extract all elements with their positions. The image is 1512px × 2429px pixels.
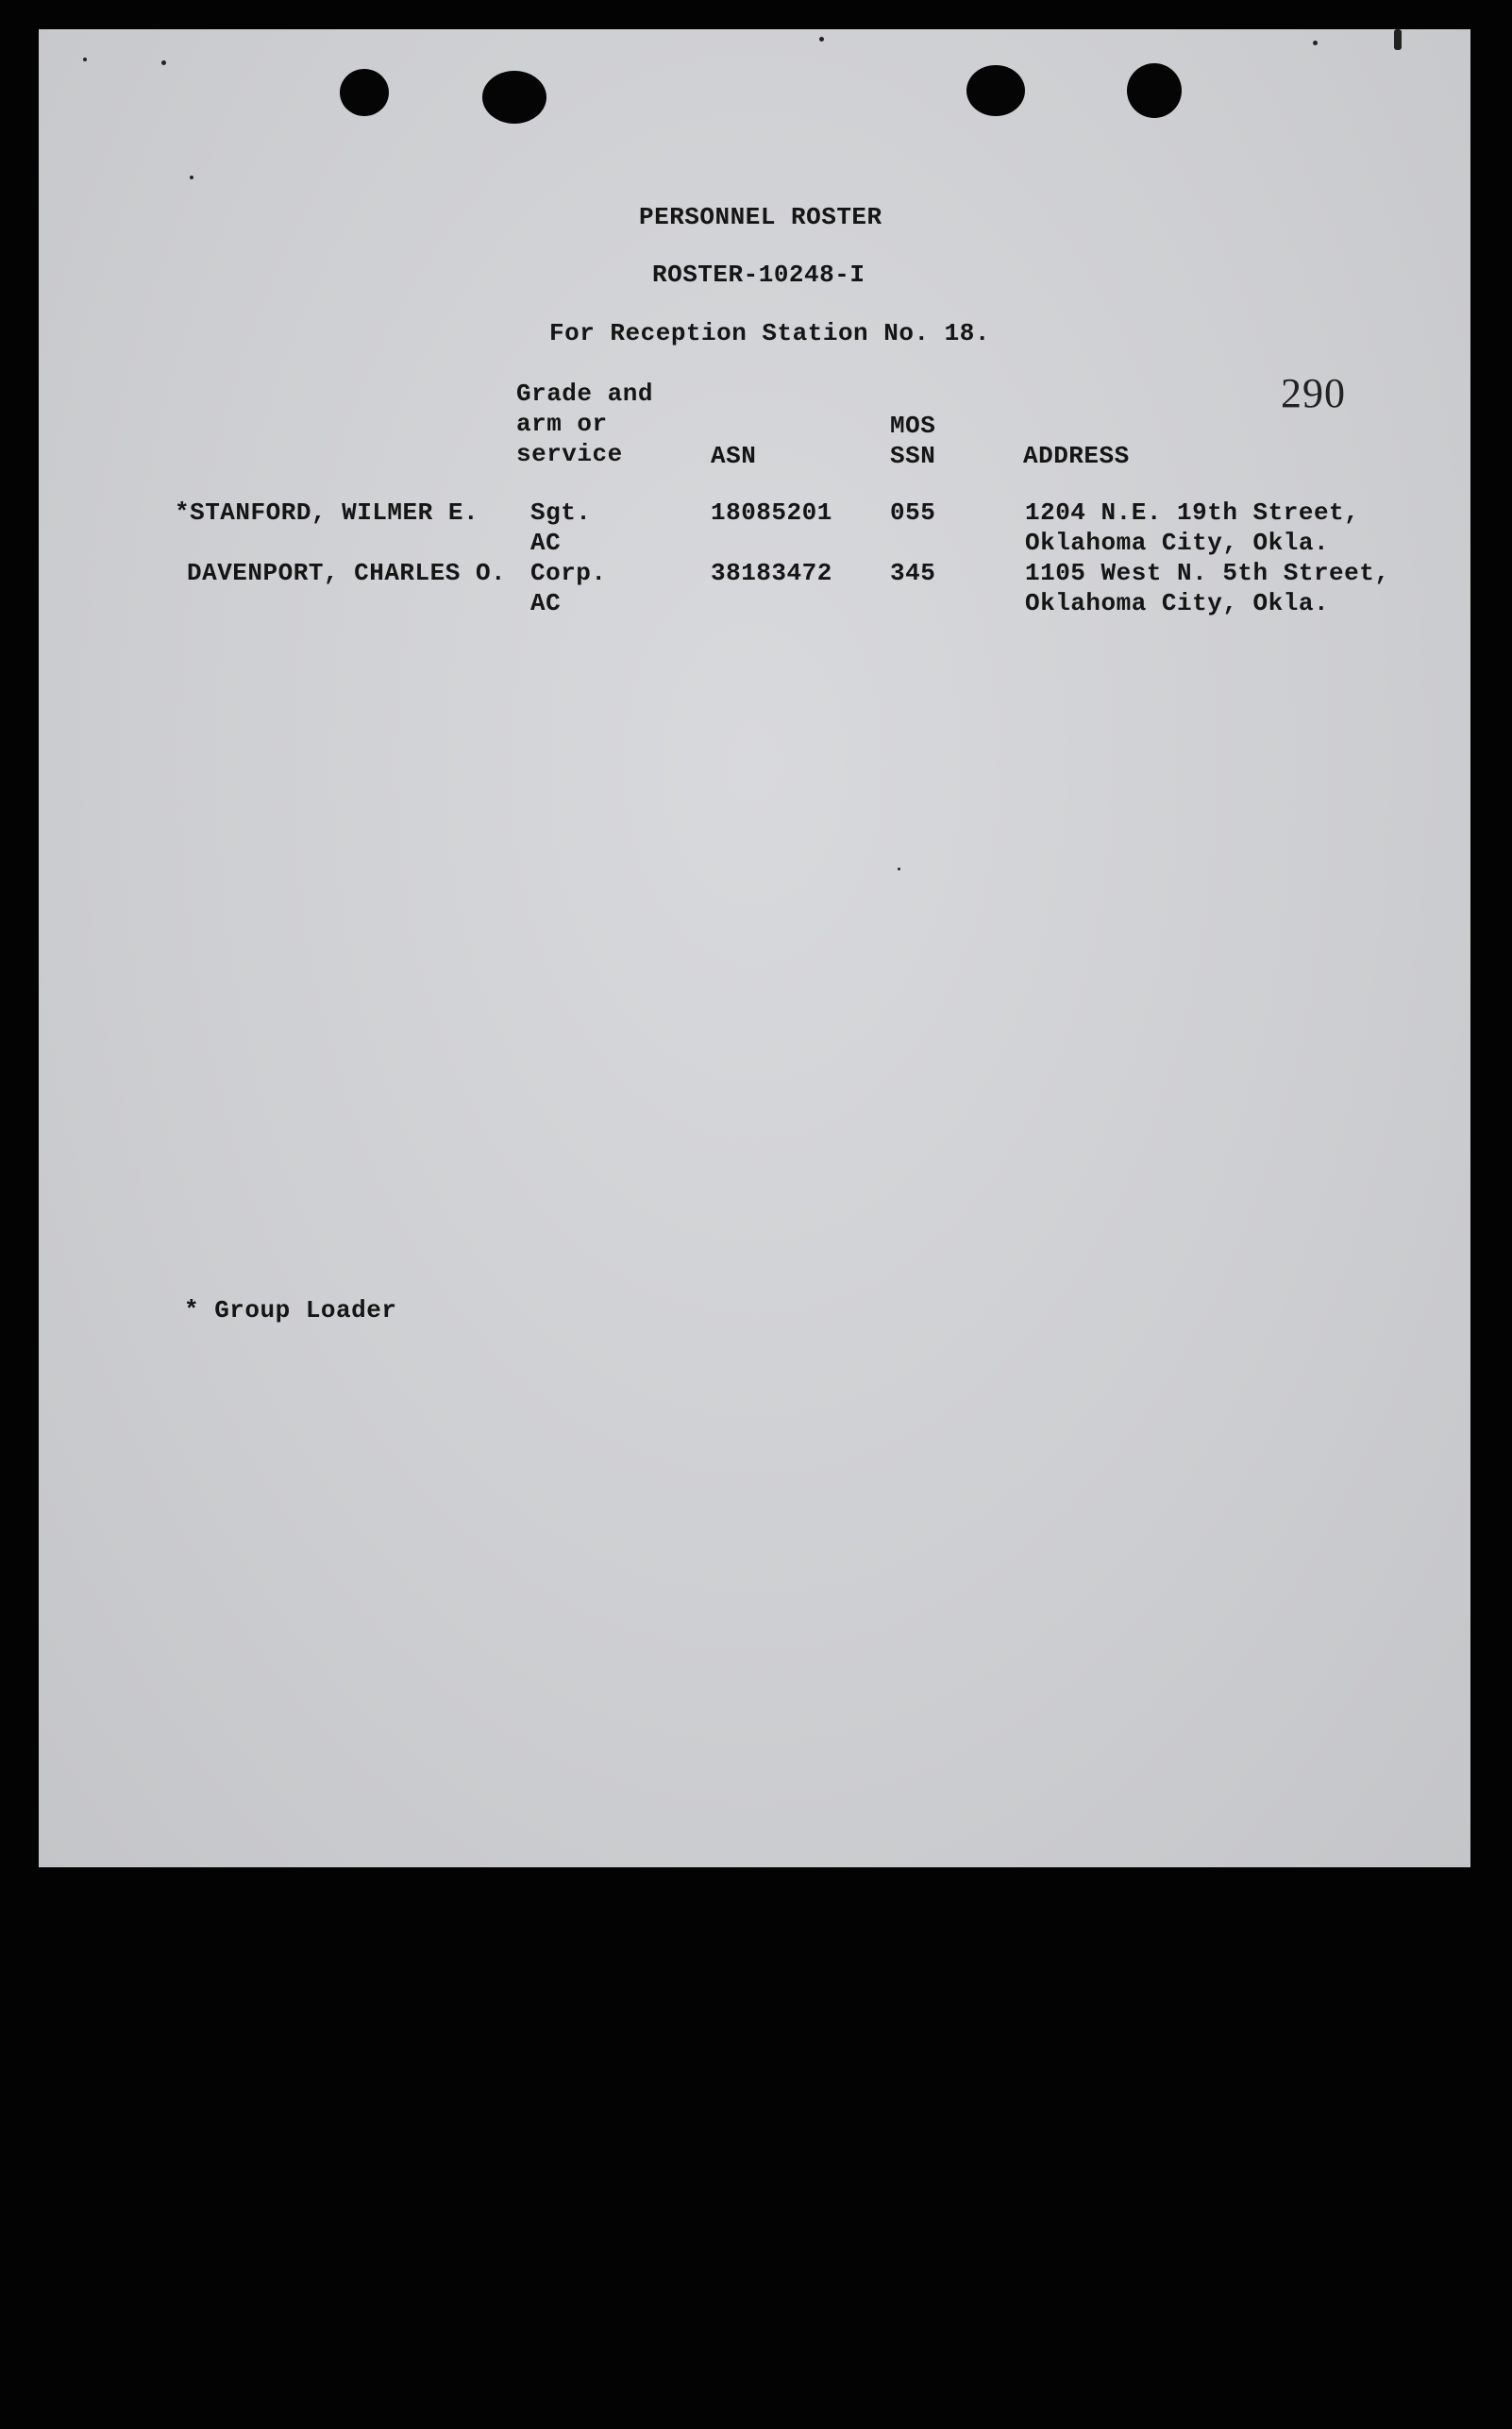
roster-row-1-mos: 055 xyxy=(890,498,936,527)
speck xyxy=(1394,29,1402,50)
roster-row-1-grade: Sgt. xyxy=(530,498,592,527)
speck xyxy=(83,58,87,61)
column-header-grade-line3: service xyxy=(516,440,623,468)
punch-hole-2 xyxy=(482,71,546,124)
roster-row-2-mos: 345 xyxy=(890,559,936,587)
roster-id: ROSTER-10248-I xyxy=(652,261,865,289)
roster-row-1-arm: AC xyxy=(530,529,562,557)
column-header-mos: MOS xyxy=(890,412,936,440)
column-header-asn: ASN xyxy=(711,442,757,470)
roster-row-1-asn: 18085201 xyxy=(711,498,832,527)
roster-row-1-address-line2: Oklahoma City, Okla. xyxy=(1025,529,1330,557)
roster-row-2-asn: 38183472 xyxy=(711,559,832,587)
speck xyxy=(190,176,193,179)
speck xyxy=(819,37,824,42)
speck xyxy=(1313,41,1318,45)
roster-row-1-address-line1: 1204 N.E. 19th Street, xyxy=(1025,498,1360,527)
roster-row-2-name: DAVENPORT, CHARLES O. xyxy=(187,559,507,587)
footnote-group-loader: * Group Loader xyxy=(184,1296,397,1324)
document-title: PERSONNEL ROSTER xyxy=(639,203,882,231)
column-header-ssn: SSN xyxy=(890,442,936,470)
punch-hole-4 xyxy=(1127,63,1182,118)
roster-row-2-address-line1: 1105 West N. 5th Street, xyxy=(1025,559,1390,587)
column-header-grade-line1: Grade and xyxy=(516,380,653,408)
roster-row-2-arm: AC xyxy=(530,589,562,617)
column-header-address: ADDRESS xyxy=(1023,442,1130,470)
roster-row-2-address-line2: Oklahoma City, Okla. xyxy=(1025,589,1330,617)
roster-row-2-grade: Corp. xyxy=(530,559,607,587)
speck xyxy=(898,868,900,870)
page-number: 290 xyxy=(1281,370,1346,416)
column-header-grade-line2: arm or xyxy=(516,410,608,438)
punch-hole-1 xyxy=(340,69,389,116)
roster-page xyxy=(39,29,1470,1867)
speck xyxy=(161,60,166,65)
roster-row-1-name: *STANFORD, WILMER E. xyxy=(175,498,479,527)
punch-hole-3 xyxy=(966,65,1025,116)
document-subtitle: For Reception Station No. 18. xyxy=(549,319,990,347)
